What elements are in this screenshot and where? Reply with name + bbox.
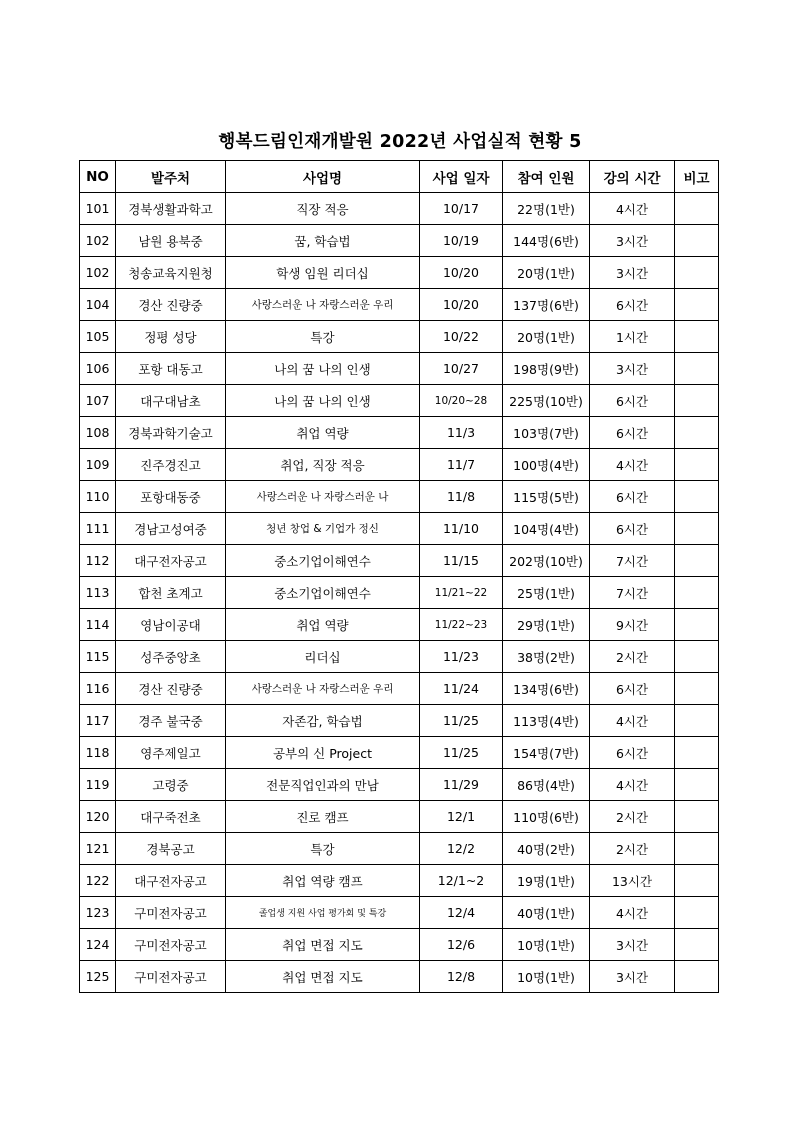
cell-client: 경산 진량중	[116, 289, 226, 321]
cell-participants: 40명(1반)	[503, 897, 590, 929]
cell-project-name: 취업 면접 지도	[226, 929, 420, 961]
table-header-row	[80, 161, 719, 193]
cell-lecture-hours: 3시간	[590, 929, 675, 961]
cell-date: 10/20	[420, 289, 503, 321]
cell-lecture-hours: 3시간	[590, 225, 675, 257]
cell-participants: 86명(4반)	[503, 769, 590, 801]
cell-date: 11/7	[420, 449, 503, 481]
cell-lecture-hours: 7시간	[590, 545, 675, 577]
cell-project-name: 사랑스러운 나 자랑스러운 우리	[226, 289, 420, 321]
cell-project-name: 전문직업인과의 만남	[226, 769, 420, 801]
cell-no: 109	[80, 449, 116, 481]
table-row	[80, 897, 719, 929]
cell-participants: 137명(6반)	[503, 289, 590, 321]
cell-participants: 134명(6반)	[503, 673, 590, 705]
cell-client: 진주경진고	[116, 449, 226, 481]
cell-date: 11/22~23	[420, 609, 503, 641]
header-lecture-hours: 강의 시간	[590, 161, 675, 193]
cell-participants: 113명(4반)	[503, 705, 590, 737]
cell-date: 12/1~2	[420, 865, 503, 897]
cell-project-name: 특강	[226, 833, 420, 865]
cell-project-name: 나의 꿈 나의 인생	[226, 353, 420, 385]
cell-client: 고령중	[116, 769, 226, 801]
cell-no: 121	[80, 833, 116, 865]
cell-no: 102	[80, 257, 116, 289]
header-no: NO	[80, 161, 116, 193]
cell-client: 구미전자공고	[116, 897, 226, 929]
cell-note	[675, 193, 719, 225]
cell-no: 101	[80, 193, 116, 225]
cell-client: 경북공고	[116, 833, 226, 865]
cell-note	[675, 257, 719, 289]
cell-project-name: 중소기업이해연수	[226, 545, 420, 577]
cell-no: 119	[80, 769, 116, 801]
cell-project-name: 졸업생 지원 사업 평가회 및 특강	[226, 897, 420, 929]
table-row	[80, 641, 719, 673]
table-row	[80, 609, 719, 641]
table-row	[80, 193, 719, 225]
cell-participants: 19명(1반)	[503, 865, 590, 897]
cell-no: 120	[80, 801, 116, 833]
cell-date: 12/8	[420, 961, 503, 993]
cell-no: 106	[80, 353, 116, 385]
cell-date: 12/2	[420, 833, 503, 865]
cell-no: 125	[80, 961, 116, 993]
cell-client: 대구전자공고	[116, 545, 226, 577]
cell-client: 포항 대동고	[116, 353, 226, 385]
cell-date: 11/23	[420, 641, 503, 673]
table-row	[80, 289, 719, 321]
cell-client: 대구대남초	[116, 385, 226, 417]
cell-client: 정평 성당	[116, 321, 226, 353]
cell-participants: 20명(1반)	[503, 257, 590, 289]
cell-note	[675, 929, 719, 961]
cell-note	[675, 225, 719, 257]
cell-no: 110	[80, 481, 116, 513]
table-row	[80, 225, 719, 257]
cell-no: 104	[80, 289, 116, 321]
cell-project-name: 취업, 직장 적응	[226, 449, 420, 481]
cell-date: 11/15	[420, 545, 503, 577]
cell-project-name: 나의 꿈 나의 인생	[226, 385, 420, 417]
cell-client: 성주중앙초	[116, 641, 226, 673]
cell-project-name: 취업 역량 캠프	[226, 865, 420, 897]
cell-note	[675, 737, 719, 769]
cell-lecture-hours: 6시간	[590, 513, 675, 545]
cell-note	[675, 417, 719, 449]
cell-project-name: 리더십	[226, 641, 420, 673]
cell-lecture-hours: 6시간	[590, 673, 675, 705]
cell-date: 11/29	[420, 769, 503, 801]
header-participants: 참여 인원	[503, 161, 590, 193]
cell-participants: 202명(10반)	[503, 545, 590, 577]
cell-note	[675, 801, 719, 833]
header-client: 발주처	[116, 161, 226, 193]
cell-lecture-hours: 4시간	[590, 193, 675, 225]
cell-lecture-hours: 4시간	[590, 705, 675, 737]
cell-participants: 103명(7반)	[503, 417, 590, 449]
table-row	[80, 769, 719, 801]
cell-participants: 104명(4반)	[503, 513, 590, 545]
table-row	[80, 673, 719, 705]
cell-project-name: 직장 적응	[226, 193, 420, 225]
cell-no: 113	[80, 577, 116, 609]
cell-project-name: 꿈, 학습법	[226, 225, 420, 257]
table-row	[80, 353, 719, 385]
cell-lecture-hours: 7시간	[590, 577, 675, 609]
table-row	[80, 513, 719, 545]
cell-note	[675, 961, 719, 993]
cell-project-name: 취업 역량	[226, 609, 420, 641]
cell-date: 11/10	[420, 513, 503, 545]
cell-client: 경산 진량중	[116, 673, 226, 705]
cell-lecture-hours: 3시간	[590, 961, 675, 993]
cell-lecture-hours: 9시간	[590, 609, 675, 641]
cell-no: 117	[80, 705, 116, 737]
cell-note	[675, 289, 719, 321]
cell-date: 10/22	[420, 321, 503, 353]
table-row	[80, 865, 719, 897]
cell-date: 12/1	[420, 801, 503, 833]
cell-lecture-hours: 4시간	[590, 769, 675, 801]
cell-note	[675, 545, 719, 577]
cell-lecture-hours: 4시간	[590, 897, 675, 929]
table-row	[80, 321, 719, 353]
cell-participants: 198명(9반)	[503, 353, 590, 385]
cell-date: 11/21~22	[420, 577, 503, 609]
cell-date: 12/6	[420, 929, 503, 961]
cell-date: 11/25	[420, 705, 503, 737]
page-title: 행복드림인재개발원 2022년 사업실적 현황 5	[218, 132, 582, 152]
table-row	[80, 257, 719, 289]
cell-client: 구미전자공고	[116, 961, 226, 993]
cell-lecture-hours: 6시간	[590, 385, 675, 417]
table-row	[80, 545, 719, 577]
cell-project-name: 사랑스러운 나 자랑스러운 나	[226, 481, 420, 513]
table-row	[80, 481, 719, 513]
cell-participants: 10명(1반)	[503, 929, 590, 961]
cell-participants: 40명(2반)	[503, 833, 590, 865]
cell-client: 합천 초계고	[116, 577, 226, 609]
cell-no: 112	[80, 545, 116, 577]
cell-client: 남원 용북중	[116, 225, 226, 257]
cell-participants: 29명(1반)	[503, 609, 590, 641]
cell-project-name: 취업 면접 지도	[226, 961, 420, 993]
cell-note	[675, 353, 719, 385]
performance-table	[79, 160, 719, 993]
cell-no: 105	[80, 321, 116, 353]
cell-lecture-hours: 6시간	[590, 737, 675, 769]
cell-lecture-hours: 6시간	[590, 417, 675, 449]
cell-participants: 10명(1반)	[503, 961, 590, 993]
table-row	[80, 929, 719, 961]
cell-lecture-hours: 6시간	[590, 289, 675, 321]
cell-date: 11/8	[420, 481, 503, 513]
table-row	[80, 449, 719, 481]
cell-client: 대구죽전초	[116, 801, 226, 833]
table-row	[80, 961, 719, 993]
cell-date: 11/24	[420, 673, 503, 705]
cell-note	[675, 321, 719, 353]
cell-note	[675, 833, 719, 865]
cell-participants: 115명(5반)	[503, 481, 590, 513]
cell-participants: 225명(10반)	[503, 385, 590, 417]
cell-note	[675, 865, 719, 897]
cell-client: 영남이공대	[116, 609, 226, 641]
cell-project-name: 진로 캠프	[226, 801, 420, 833]
cell-date: 10/20	[420, 257, 503, 289]
cell-client: 포항대동중	[116, 481, 226, 513]
cell-no: 124	[80, 929, 116, 961]
table-row	[80, 385, 719, 417]
cell-lecture-hours: 1시간	[590, 321, 675, 353]
cell-date: 10/27	[420, 353, 503, 385]
cell-note	[675, 609, 719, 641]
cell-no: 122	[80, 865, 116, 897]
cell-lecture-hours: 2시간	[590, 801, 675, 833]
cell-participants: 154명(7반)	[503, 737, 590, 769]
header-project-name: 사업명	[226, 161, 420, 193]
cell-no: 115	[80, 641, 116, 673]
cell-lecture-hours: 2시간	[590, 641, 675, 673]
table-row	[80, 737, 719, 769]
cell-project-name: 학생 임원 리더십	[226, 257, 420, 289]
cell-client: 경북생활과학고	[116, 193, 226, 225]
cell-participants: 20명(1반)	[503, 321, 590, 353]
cell-client: 청송교육지원청	[116, 257, 226, 289]
cell-client: 경북과학기술고	[116, 417, 226, 449]
cell-no: 116	[80, 673, 116, 705]
cell-note	[675, 449, 719, 481]
cell-note	[675, 641, 719, 673]
table-row	[80, 833, 719, 865]
header-date: 사업 일자	[420, 161, 503, 193]
cell-note	[675, 577, 719, 609]
cell-lecture-hours: 6시간	[590, 481, 675, 513]
cell-lecture-hours: 2시간	[590, 833, 675, 865]
cell-no: 102	[80, 225, 116, 257]
header-note: 비고	[675, 161, 719, 193]
table-row	[80, 705, 719, 737]
cell-note	[675, 673, 719, 705]
cell-lecture-hours: 3시간	[590, 353, 675, 385]
cell-project-name: 특강	[226, 321, 420, 353]
cell-no: 123	[80, 897, 116, 929]
cell-project-name: 청년 창업 & 기업가 정신	[226, 513, 420, 545]
cell-date: 12/4	[420, 897, 503, 929]
table-row	[80, 417, 719, 449]
cell-client: 경남고성여중	[116, 513, 226, 545]
cell-date: 10/17	[420, 193, 503, 225]
cell-client: 구미전자공고	[116, 929, 226, 961]
cell-no: 107	[80, 385, 116, 417]
cell-project-name: 공부의 신 Project	[226, 737, 420, 769]
cell-no: 114	[80, 609, 116, 641]
cell-note	[675, 385, 719, 417]
cell-date: 10/19	[420, 225, 503, 257]
cell-note	[675, 513, 719, 545]
cell-lecture-hours: 13시간	[590, 865, 675, 897]
table-body	[80, 193, 719, 993]
cell-date: 11/25	[420, 737, 503, 769]
table-row	[80, 801, 719, 833]
cell-no: 111	[80, 513, 116, 545]
cell-participants: 25명(1반)	[503, 577, 590, 609]
cell-participants: 144명(6반)	[503, 225, 590, 257]
cell-note	[675, 705, 719, 737]
cell-note	[675, 481, 719, 513]
cell-note	[675, 897, 719, 929]
cell-client: 영주제일고	[116, 737, 226, 769]
cell-participants: 22명(1반)	[503, 193, 590, 225]
cell-project-name: 중소기업이해연수	[226, 577, 420, 609]
cell-participants: 38명(2반)	[503, 641, 590, 673]
cell-no: 118	[80, 737, 116, 769]
cell-participants: 100명(4반)	[503, 449, 590, 481]
cell-date: 10/20~28	[420, 385, 503, 417]
cell-note	[675, 769, 719, 801]
cell-lecture-hours: 4시간	[590, 449, 675, 481]
cell-project-name: 사랑스러운 나 자랑스러운 우리	[226, 673, 420, 705]
cell-client: 경주 불국중	[116, 705, 226, 737]
cell-date: 11/3	[420, 417, 503, 449]
cell-project-name: 자존감, 학습법	[226, 705, 420, 737]
cell-participants: 110명(6반)	[503, 801, 590, 833]
table-row	[80, 577, 719, 609]
cell-client: 대구전자공고	[116, 865, 226, 897]
cell-no: 108	[80, 417, 116, 449]
cell-lecture-hours: 3시간	[590, 257, 675, 289]
cell-project-name: 취업 역량	[226, 417, 420, 449]
